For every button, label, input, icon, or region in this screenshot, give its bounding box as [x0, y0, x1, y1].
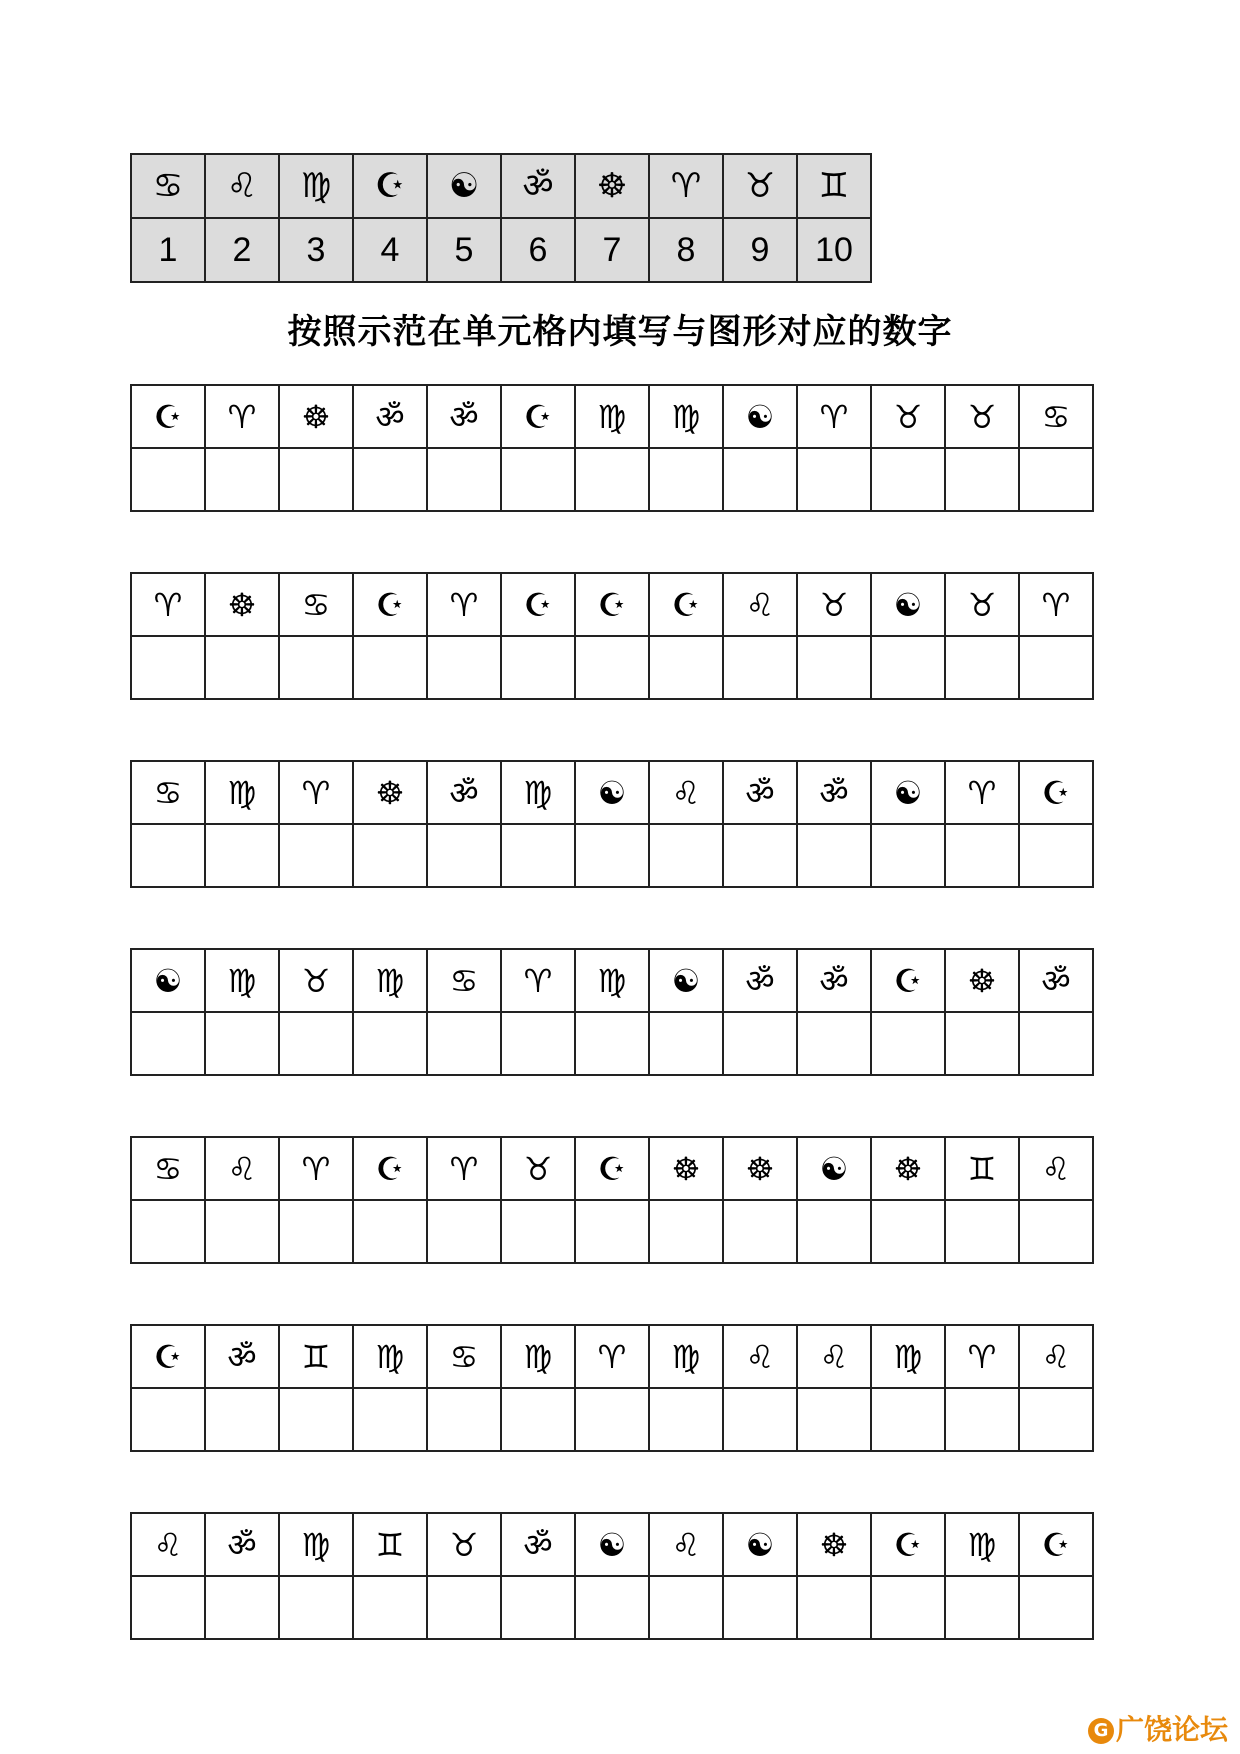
- answer-cell[interactable]: [501, 1012, 575, 1075]
- answer-cell[interactable]: [353, 636, 427, 699]
- answer-cell[interactable]: [501, 1576, 575, 1639]
- answer-cell[interactable]: [945, 448, 1019, 511]
- answer-cell[interactable]: [279, 448, 353, 511]
- exercise-symbol-cell: ♈: [427, 1137, 501, 1200]
- exercise-symbol-cell: ॐ: [353, 385, 427, 448]
- answer-cell[interactable]: [131, 448, 205, 511]
- answer-cell[interactable]: [649, 636, 723, 699]
- answer-cell[interactable]: [649, 448, 723, 511]
- exercise-symbol-cell: ♉: [427, 1513, 501, 1576]
- exercise-symbol-cell: ♌: [649, 761, 723, 824]
- answer-cell[interactable]: [501, 636, 575, 699]
- exercise-table: [130, 1324, 1094, 1452]
- exercise-table: [130, 384, 1094, 512]
- answer-cell[interactable]: [871, 1012, 945, 1075]
- exercise-symbol-cell: ॐ: [427, 385, 501, 448]
- exercise-symbol-row: [131, 949, 1093, 1012]
- key-number-row: [131, 218, 871, 282]
- exercise-symbol-cell: ♍: [945, 1513, 1019, 1576]
- key-symbol-cell: ♍: [279, 154, 353, 218]
- answer-cell[interactable]: [279, 1200, 353, 1263]
- exercise-symbol-cell: ♌: [723, 1325, 797, 1388]
- answer-cell[interactable]: [205, 1576, 279, 1639]
- answer-cell[interactable]: [279, 1388, 353, 1451]
- exercise-symbol-cell: ♍: [575, 385, 649, 448]
- exercise-symbol-cell: ☪: [871, 949, 945, 1012]
- exercise-table: [130, 760, 1094, 888]
- exercise-symbol-cell: ♊: [279, 1325, 353, 1388]
- key-number-cell: 4: [353, 218, 427, 282]
- exercise-symbol-cell: ॐ: [797, 949, 871, 1012]
- exercise-symbol-cell: ☯: [871, 573, 945, 636]
- exercise-symbol-cell: ॐ: [723, 949, 797, 1012]
- exercise-symbol-cell: ♍: [353, 949, 427, 1012]
- exercise-table: [130, 572, 1094, 700]
- answer-cell[interactable]: [649, 1388, 723, 1451]
- answer-cell[interactable]: [1019, 1388, 1093, 1451]
- exercise-symbol-cell: ♍: [205, 949, 279, 1012]
- answer-cell[interactable]: [945, 1388, 1019, 1451]
- answer-cell[interactable]: [649, 1200, 723, 1263]
- exercise-table: [130, 1512, 1094, 1640]
- exercise-symbol-cell: ♋: [131, 761, 205, 824]
- exercise-symbol-cell: ♉: [501, 1137, 575, 1200]
- answer-cell[interactable]: [353, 1388, 427, 1451]
- exercise-symbol-cell: ♋: [279, 573, 353, 636]
- exercise-symbol-cell: ॐ: [1019, 949, 1093, 1012]
- key-number-cell: 2: [205, 218, 279, 282]
- exercise-symbol-cell: ♉: [945, 385, 1019, 448]
- answer-cell[interactable]: [1019, 636, 1093, 699]
- answer-cell[interactable]: [353, 1012, 427, 1075]
- key-number-cell: 3: [279, 218, 353, 282]
- answer-cell[interactable]: [279, 636, 353, 699]
- answer-cell[interactable]: [1019, 824, 1093, 887]
- exercise-symbol-cell: ♍: [649, 1325, 723, 1388]
- exercise-symbol-cell: ☪: [575, 573, 649, 636]
- exercise-symbol-cell: ☪: [131, 1325, 205, 1388]
- exercise-symbol-cell: ♈: [279, 761, 353, 824]
- key-symbol-cell: ☪: [353, 154, 427, 218]
- exercise-symbol-cell: ☪: [353, 573, 427, 636]
- key-symbol-cell: ♊: [797, 154, 871, 218]
- answer-cell[interactable]: [945, 1200, 1019, 1263]
- exercise-answer-row: [131, 1012, 1093, 1075]
- exercise-symbol-cell: ☸: [797, 1513, 871, 1576]
- answer-cell[interactable]: [1019, 1200, 1093, 1263]
- answer-cell[interactable]: [1019, 448, 1093, 511]
- exercise-symbol-row: [131, 761, 1093, 824]
- answer-cell[interactable]: [649, 1012, 723, 1075]
- exercise-symbol-cell: ☯: [131, 949, 205, 1012]
- exercise-symbol-cell: ☪: [575, 1137, 649, 1200]
- answer-cell[interactable]: [871, 1388, 945, 1451]
- exercise-symbol-cell: ☯: [723, 385, 797, 448]
- key-symbol-cell: ♋: [131, 154, 205, 218]
- answer-cell[interactable]: [871, 824, 945, 887]
- answer-cell[interactable]: [723, 1200, 797, 1263]
- exercise-symbol-cell: ☪: [501, 385, 575, 448]
- exercise-symbol-cell: ♍: [575, 949, 649, 1012]
- answer-cell[interactable]: [501, 1388, 575, 1451]
- exercise-symbol-cell: ☪: [1019, 761, 1093, 824]
- exercise-symbol-cell: ♋: [427, 949, 501, 1012]
- exercise-symbol-cell: ☪: [501, 573, 575, 636]
- exercise-symbol-cell: ♋: [1019, 385, 1093, 448]
- exercise-symbol-cell: ॐ: [427, 761, 501, 824]
- exercise-symbol-cell: ☸: [353, 761, 427, 824]
- answer-cell[interactable]: [797, 1576, 871, 1639]
- key-symbol-cell: ॐ: [501, 154, 575, 218]
- exercise-symbol-cell: ♉: [797, 573, 871, 636]
- answer-cell[interactable]: [131, 636, 205, 699]
- answer-cell[interactable]: [649, 824, 723, 887]
- answer-cell[interactable]: [353, 1200, 427, 1263]
- answer-cell[interactable]: [575, 1200, 649, 1263]
- answer-cell[interactable]: [797, 1012, 871, 1075]
- answer-cell[interactable]: [353, 824, 427, 887]
- answer-cell[interactable]: [871, 636, 945, 699]
- exercise-symbol-cell: ♈: [205, 385, 279, 448]
- exercise-answer-row: [131, 448, 1093, 511]
- exercise-symbol-cell: ♈: [945, 1325, 1019, 1388]
- exercise-symbol-cell: ♍: [501, 761, 575, 824]
- exercise-symbol-cell: ♌: [131, 1513, 205, 1576]
- exercise-symbol-cell: ☯: [797, 1137, 871, 1200]
- answer-cell[interactable]: [427, 1200, 501, 1263]
- exercise-symbol-cell: ॐ: [723, 761, 797, 824]
- exercise-answer-row: [131, 824, 1093, 887]
- exercise-symbol-cell: ☸: [205, 573, 279, 636]
- answer-cell[interactable]: [205, 448, 279, 511]
- answer-cell[interactable]: [205, 824, 279, 887]
- exercise-symbol-cell: ☯: [575, 761, 649, 824]
- answer-cell[interactable]: [501, 448, 575, 511]
- exercise-symbol-cell: ♍: [871, 1325, 945, 1388]
- answer-cell[interactable]: [353, 1576, 427, 1639]
- answer-cell[interactable]: [723, 1576, 797, 1639]
- exercise-symbol-cell: ♌: [1019, 1325, 1093, 1388]
- exercise-symbol-cell: ♌: [1019, 1137, 1093, 1200]
- answer-cell[interactable]: [1019, 1576, 1093, 1639]
- answer-cell[interactable]: [501, 1200, 575, 1263]
- exercise-symbol-cell: ☪: [353, 1137, 427, 1200]
- answer-cell[interactable]: [797, 824, 871, 887]
- exercise-symbol-cell: ♍: [279, 1513, 353, 1576]
- exercise-symbol-cell: ☸: [723, 1137, 797, 1200]
- exercise-symbol-cell: ♌: [797, 1325, 871, 1388]
- answer-cell[interactable]: [279, 1012, 353, 1075]
- answer-cell[interactable]: [205, 1388, 279, 1451]
- key-number-cell: 8: [649, 218, 723, 282]
- answer-cell[interactable]: [427, 636, 501, 699]
- answer-cell[interactable]: [427, 1012, 501, 1075]
- key-number-cell: 10: [797, 218, 871, 282]
- exercise-symbol-cell: ॐ: [501, 1513, 575, 1576]
- answer-cell[interactable]: [723, 636, 797, 699]
- exercise-symbol-row: [131, 1325, 1093, 1388]
- key-number-cell: 7: [575, 218, 649, 282]
- exercise-answer-row: [131, 1388, 1093, 1451]
- exercise-symbol-cell: ♍: [353, 1325, 427, 1388]
- answer-cell[interactable]: [723, 448, 797, 511]
- answer-cell[interactable]: [797, 1200, 871, 1263]
- answer-cell[interactable]: [279, 824, 353, 887]
- exercise-symbol-cell: ☪: [871, 1513, 945, 1576]
- answer-cell[interactable]: [945, 1576, 1019, 1639]
- exercise-symbol-cell: ☸: [945, 949, 1019, 1012]
- exercise-symbol-cell: ☸: [649, 1137, 723, 1200]
- exercise-symbol-cell: ☪: [131, 385, 205, 448]
- exercise-symbol-cell: ☯: [575, 1513, 649, 1576]
- answer-cell[interactable]: [871, 1576, 945, 1639]
- answer-cell[interactable]: [427, 824, 501, 887]
- answer-cell[interactable]: [871, 448, 945, 511]
- exercise-symbol-cell: ☯: [649, 949, 723, 1012]
- answer-cell[interactable]: [131, 1012, 205, 1075]
- answer-cell[interactable]: [871, 1200, 945, 1263]
- exercise-symbol-cell: ♈: [279, 1137, 353, 1200]
- key-symbol-cell: ♉: [723, 154, 797, 218]
- exercise-symbol-row: [131, 1513, 1093, 1576]
- exercise-symbol-cell: ☪: [1019, 1513, 1093, 1576]
- exercise-symbol-cell: ♊: [945, 1137, 1019, 1200]
- key-symbol-cell: ☸: [575, 154, 649, 218]
- key-symbol-cell: ☯: [427, 154, 501, 218]
- exercise-symbol-cell: ☸: [871, 1137, 945, 1200]
- exercise-symbol-cell: ♌: [723, 573, 797, 636]
- exercise-symbol-cell: ♈: [427, 573, 501, 636]
- answer-cell[interactable]: [945, 1012, 1019, 1075]
- exercise-symbol-cell: ♈: [575, 1325, 649, 1388]
- exercise-symbol-cell: ♋: [427, 1325, 501, 1388]
- exercise-symbol-cell: ☸: [279, 385, 353, 448]
- answer-cell[interactable]: [575, 1012, 649, 1075]
- exercise-symbol-row: [131, 385, 1093, 448]
- answer-cell[interactable]: [1019, 1012, 1093, 1075]
- key-number-cell: 1: [131, 218, 205, 282]
- key-symbol-row: [131, 154, 871, 218]
- exercise-answer-row: [131, 636, 1093, 699]
- forum-logo-icon: G: [1088, 1718, 1114, 1744]
- exercise-symbol-cell: ☪: [649, 573, 723, 636]
- answer-cell[interactable]: [205, 1012, 279, 1075]
- answer-cell[interactable]: [575, 448, 649, 511]
- answer-cell[interactable]: [575, 1576, 649, 1639]
- answer-cell[interactable]: [945, 824, 1019, 887]
- answer-cell[interactable]: [501, 824, 575, 887]
- exercise-symbol-cell: ♈: [945, 761, 1019, 824]
- exercise-symbol-cell: ♉: [871, 385, 945, 448]
- answer-cell[interactable]: [279, 1576, 353, 1639]
- exercise-symbol-cell: ♍: [501, 1325, 575, 1388]
- answer-cell[interactable]: [427, 1388, 501, 1451]
- exercise-symbol-cell: ♍: [205, 761, 279, 824]
- exercise-symbol-cell: ♈: [131, 573, 205, 636]
- instruction-heading: 按照示范在单元格内填写与图形对应的数字: [287, 312, 953, 352]
- exercise-symbol-cell: ॐ: [205, 1513, 279, 1576]
- answer-cell[interactable]: [205, 636, 279, 699]
- key-number-cell: 9: [723, 218, 797, 282]
- answer-cell[interactable]: [723, 824, 797, 887]
- answer-cell[interactable]: [797, 636, 871, 699]
- exercise-answer-row: [131, 1576, 1093, 1639]
- watermark: [1088, 1708, 1228, 1748]
- exercise-symbol-cell: ♌: [649, 1513, 723, 1576]
- answer-cell[interactable]: [131, 1388, 205, 1451]
- exercise-symbol-cell: ♊: [353, 1513, 427, 1576]
- exercise-symbol-cell: ♈: [501, 949, 575, 1012]
- exercise-symbol-cell: ☯: [723, 1513, 797, 1576]
- key-symbol-cell: ♌: [205, 154, 279, 218]
- exercise-symbol-cell: ♌: [205, 1137, 279, 1200]
- exercise-table: [130, 948, 1094, 1076]
- answer-cell[interactable]: [723, 1012, 797, 1075]
- answer-cell[interactable]: [797, 448, 871, 511]
- watermark-text: 广饶论坛: [1115, 1713, 1228, 1746]
- answer-cell[interactable]: [131, 1576, 205, 1639]
- answer-cell[interactable]: [945, 636, 1019, 699]
- exercise-answer-row: [131, 1200, 1093, 1263]
- answer-cell[interactable]: [797, 1388, 871, 1451]
- exercise-symbol-cell: ♈: [797, 385, 871, 448]
- exercise-symbol-row: [131, 573, 1093, 636]
- answer-cell[interactable]: [131, 1200, 205, 1263]
- answer-cell[interactable]: [427, 448, 501, 511]
- answer-cell[interactable]: [353, 448, 427, 511]
- exercise-symbol-cell: ♈: [1019, 573, 1093, 636]
- answer-cell[interactable]: [131, 824, 205, 887]
- key-symbol-cell: ♈: [649, 154, 723, 218]
- exercise-symbol-cell: ♋: [131, 1137, 205, 1200]
- exercise-table: [130, 1136, 1094, 1264]
- symbol-key-table: [130, 153, 872, 283]
- answer-cell[interactable]: [723, 1388, 797, 1451]
- answer-cell[interactable]: [205, 1200, 279, 1263]
- answer-cell[interactable]: [427, 1576, 501, 1639]
- answer-cell[interactable]: [575, 636, 649, 699]
- exercise-symbol-cell: ♍: [649, 385, 723, 448]
- exercise-symbol-cell: ♉: [279, 949, 353, 1012]
- answer-cell[interactable]: [575, 1388, 649, 1451]
- exercise-symbol-cell: ॐ: [797, 761, 871, 824]
- key-number-cell: 6: [501, 218, 575, 282]
- answer-cell[interactable]: [649, 1576, 723, 1639]
- answer-cell[interactable]: [575, 824, 649, 887]
- key-number-cell: 5: [427, 218, 501, 282]
- exercise-symbol-row: [131, 1137, 1093, 1200]
- exercise-symbol-cell: ☯: [871, 761, 945, 824]
- exercise-symbol-cell: ♉: [945, 573, 1019, 636]
- exercise-symbol-cell: ॐ: [205, 1325, 279, 1388]
